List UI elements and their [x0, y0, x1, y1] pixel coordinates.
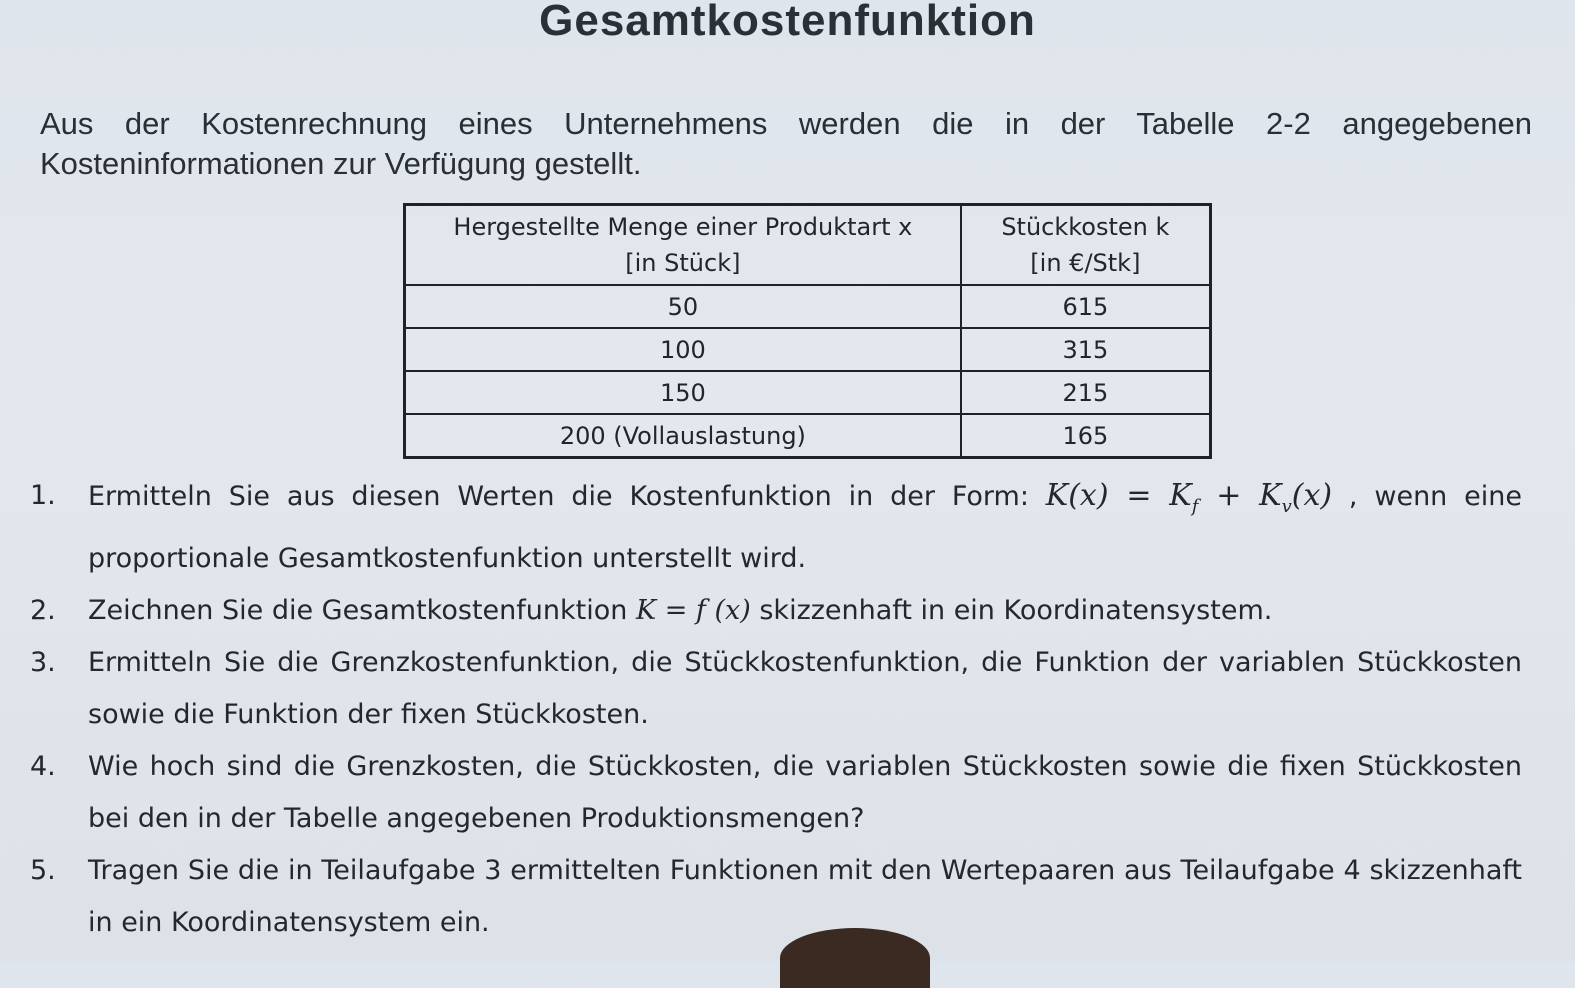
task-item-5 — [30, 845, 1522, 949]
cell-quantity: 50 — [405, 285, 961, 328]
header-unit-cost-label: Stückkosten k — [1001, 213, 1170, 241]
task-number: 5. — [30, 855, 56, 886]
formula-plus: + K — [1198, 478, 1282, 513]
task-number: 4. — [30, 751, 56, 782]
header-quantity — [405, 205, 961, 286]
task-list — [30, 470, 1522, 949]
header-quantity-label: Hergestellte Menge einer Produktart x — [453, 213, 913, 241]
formula-end: (x) — [1291, 478, 1333, 513]
task-text-after: , wenn eine proportionale Gesamtkostenfunktion unterstellt wird. — [88, 481, 1522, 574]
page-title: Gesamtkostenfunktion — [539, 0, 1036, 45]
table-row — [405, 414, 1211, 458]
formula-k: K — [1045, 478, 1069, 513]
function-formula: K = f (x) — [635, 595, 751, 626]
task-item-4 — [30, 741, 1522, 845]
table-header-row — [405, 205, 1211, 286]
task-text: Tragen Sie die in Teilaufgabe 3 ermittelten Funktionen mit den Wertepaaren aus Teilaufgabe 4 skizzenhaft in ein Koordinatensystem ein. — [88, 855, 1522, 938]
cell-quantity: 150 — [405, 371, 961, 414]
cost-table — [403, 203, 1212, 459]
table-row — [405, 328, 1211, 371]
header-quantity-unit: [in Stück] — [625, 249, 741, 277]
formula-sub-fixed: f — [1191, 496, 1199, 517]
intro-paragraph: Aus der Kostenrechnung eines Unternehmens werden die in der Tabelle 2-2 angegebenen Kosteninformationen zur Verfügung gestellt. — [40, 106, 1532, 181]
task-number: 3. — [30, 647, 56, 678]
cell-unit-cost: 165 — [961, 414, 1211, 458]
task-item-3 — [30, 637, 1522, 741]
cell-unit-cost: 315 — [961, 328, 1211, 371]
cell-unit-cost: 615 — [961, 285, 1211, 328]
header-unit-cost — [961, 205, 1211, 286]
cell-unit-cost: 215 — [961, 371, 1211, 414]
header-unit-cost-unit: [in €/Stk] — [1030, 249, 1141, 277]
task-text: Ermitteln Sie die Grenzkostenfunktion, die Stückkostenfunktion, die Funktion der variablen Stückkosten sowie die Funktion der fixen Stückkosten. — [88, 647, 1522, 730]
cell-quantity: 100 — [405, 328, 961, 371]
task-text-before: Zeichnen Sie die Gesamtkostenfunktion — [88, 595, 636, 626]
formula-mid: (x) = K — [1068, 478, 1192, 513]
cell-quantity: 200 (Vollauslastung) — [405, 414, 961, 458]
task-text: Wie hoch sind die Grenzkosten, die Stückkosten, die variablen Stückkosten sowie die fixen Stückkosten bei den in der Tabelle angegebenen Produktionsmengen? — [88, 751, 1522, 834]
task-text-before: Ermitteln Sie aus diesen Werten die Kostenfunktion in der Form: — [88, 481, 1046, 512]
table-row — [405, 371, 1211, 414]
task-number: 2. — [30, 595, 56, 626]
task-item-1 — [30, 470, 1522, 585]
cost-function-formula — [1045, 478, 1333, 517]
foreground-shadow — [780, 928, 930, 988]
task-text-after: skizzenhaft in ein Koordinatensystem. — [750, 595, 1273, 626]
formula-sub-variable: v — [1281, 496, 1292, 517]
table-row — [405, 285, 1211, 328]
task-number: 1. — [30, 480, 56, 511]
task-item-2 — [30, 585, 1522, 637]
